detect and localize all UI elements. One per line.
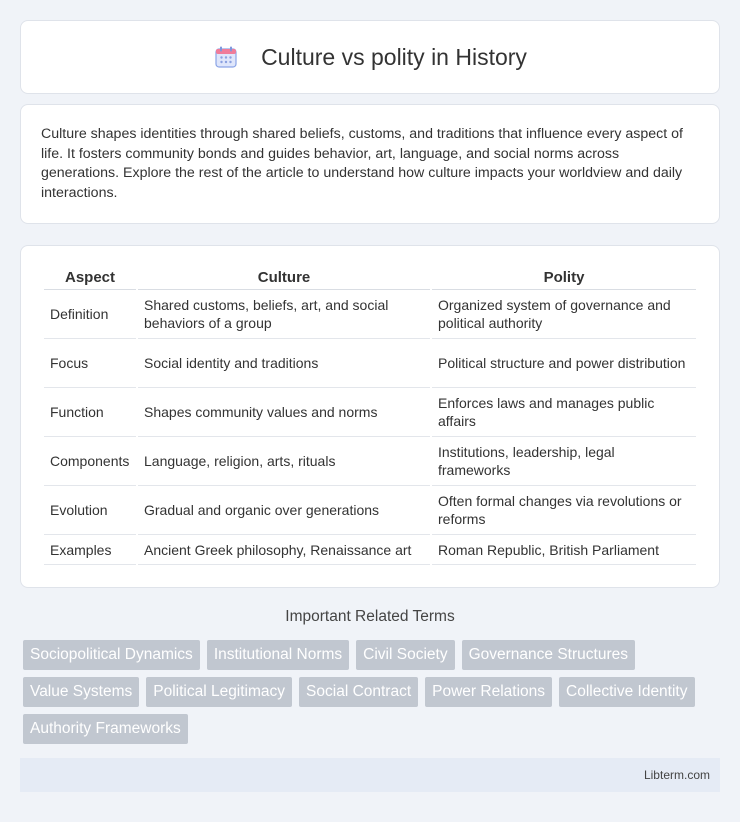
row-aspect: Evolution bbox=[44, 486, 136, 535]
row-culture: Shapes community values and norms bbox=[138, 388, 430, 437]
row-polity: Institutions, leadership, legal frameworks bbox=[432, 437, 696, 486]
related-term-tag[interactable]: Political Legitimacy bbox=[146, 677, 292, 707]
row-aspect: Focus bbox=[44, 339, 136, 388]
calendar-icon bbox=[213, 44, 239, 70]
row-aspect: Definition bbox=[44, 290, 136, 339]
row-polity: Political structure and power distribution bbox=[432, 339, 696, 388]
row-culture: Language, religion, arts, rituals bbox=[138, 437, 430, 486]
related-term-tag[interactable]: Sociopolitical Dynamics bbox=[23, 640, 200, 670]
comparison-table-card bbox=[20, 245, 720, 588]
related-term-tag[interactable]: Value Systems bbox=[23, 677, 139, 707]
related-term-tag[interactable]: Collective Identity bbox=[559, 677, 694, 707]
row-culture: Social identity and traditions bbox=[138, 339, 430, 388]
intro-card bbox=[20, 104, 720, 224]
header-culture: Culture bbox=[138, 268, 430, 290]
table-header-row bbox=[44, 268, 696, 290]
related-terms-list bbox=[23, 640, 723, 744]
footer bbox=[20, 758, 720, 792]
row-culture: Gradual and organic over generations bbox=[138, 486, 430, 535]
table-row bbox=[44, 535, 696, 565]
comparison-table bbox=[42, 268, 698, 565]
table-row bbox=[44, 290, 696, 339]
row-aspect: Components bbox=[44, 437, 136, 486]
row-aspect: Function bbox=[44, 388, 136, 437]
header-card bbox=[20, 20, 720, 94]
row-polity: Often formal changes via revolutions or reforms bbox=[432, 486, 696, 535]
related-term-tag[interactable]: Power Relations bbox=[425, 677, 552, 707]
row-culture: Shared customs, beliefs, art, and social behaviors of a group bbox=[138, 290, 430, 339]
related-term-tag[interactable]: Authority Frameworks bbox=[23, 714, 188, 744]
table-row bbox=[44, 486, 696, 535]
related-term-tag[interactable]: Civil Society bbox=[356, 640, 454, 670]
footer-site-link[interactable]: Libterm.com bbox=[643, 768, 710, 782]
related-term-tag[interactable]: Institutional Norms bbox=[207, 640, 349, 670]
related-terms-title: Important Related Terms bbox=[285, 608, 455, 625]
header-aspect: Aspect bbox=[44, 268, 136, 290]
intro-text: Culture shapes identities through shared beliefs, customs, and traditions that influence every aspect of life. It fosters community bonds and guides behavior, art, language, and social norms across generations. Explore the rest of the article to understand how culture impacts your worldview and daily interactions. bbox=[41, 126, 683, 201]
page-title: Culture vs polity in History bbox=[261, 43, 527, 70]
row-polity: Organized system of governance and political authority bbox=[432, 290, 696, 339]
row-aspect: Examples bbox=[44, 535, 136, 565]
table-row bbox=[44, 339, 696, 388]
row-polity: Enforces laws and manages public affairs bbox=[432, 388, 696, 437]
table-row bbox=[44, 388, 696, 437]
table-row bbox=[44, 437, 696, 486]
row-polity: Roman Republic, British Parliament bbox=[432, 535, 696, 565]
row-culture: Ancient Greek philosophy, Renaissance art bbox=[138, 535, 430, 565]
header-polity: Polity bbox=[432, 268, 696, 290]
related-term-tag[interactable]: Governance Structures bbox=[462, 640, 635, 670]
related-term-tag[interactable]: Social Contract bbox=[299, 677, 418, 707]
